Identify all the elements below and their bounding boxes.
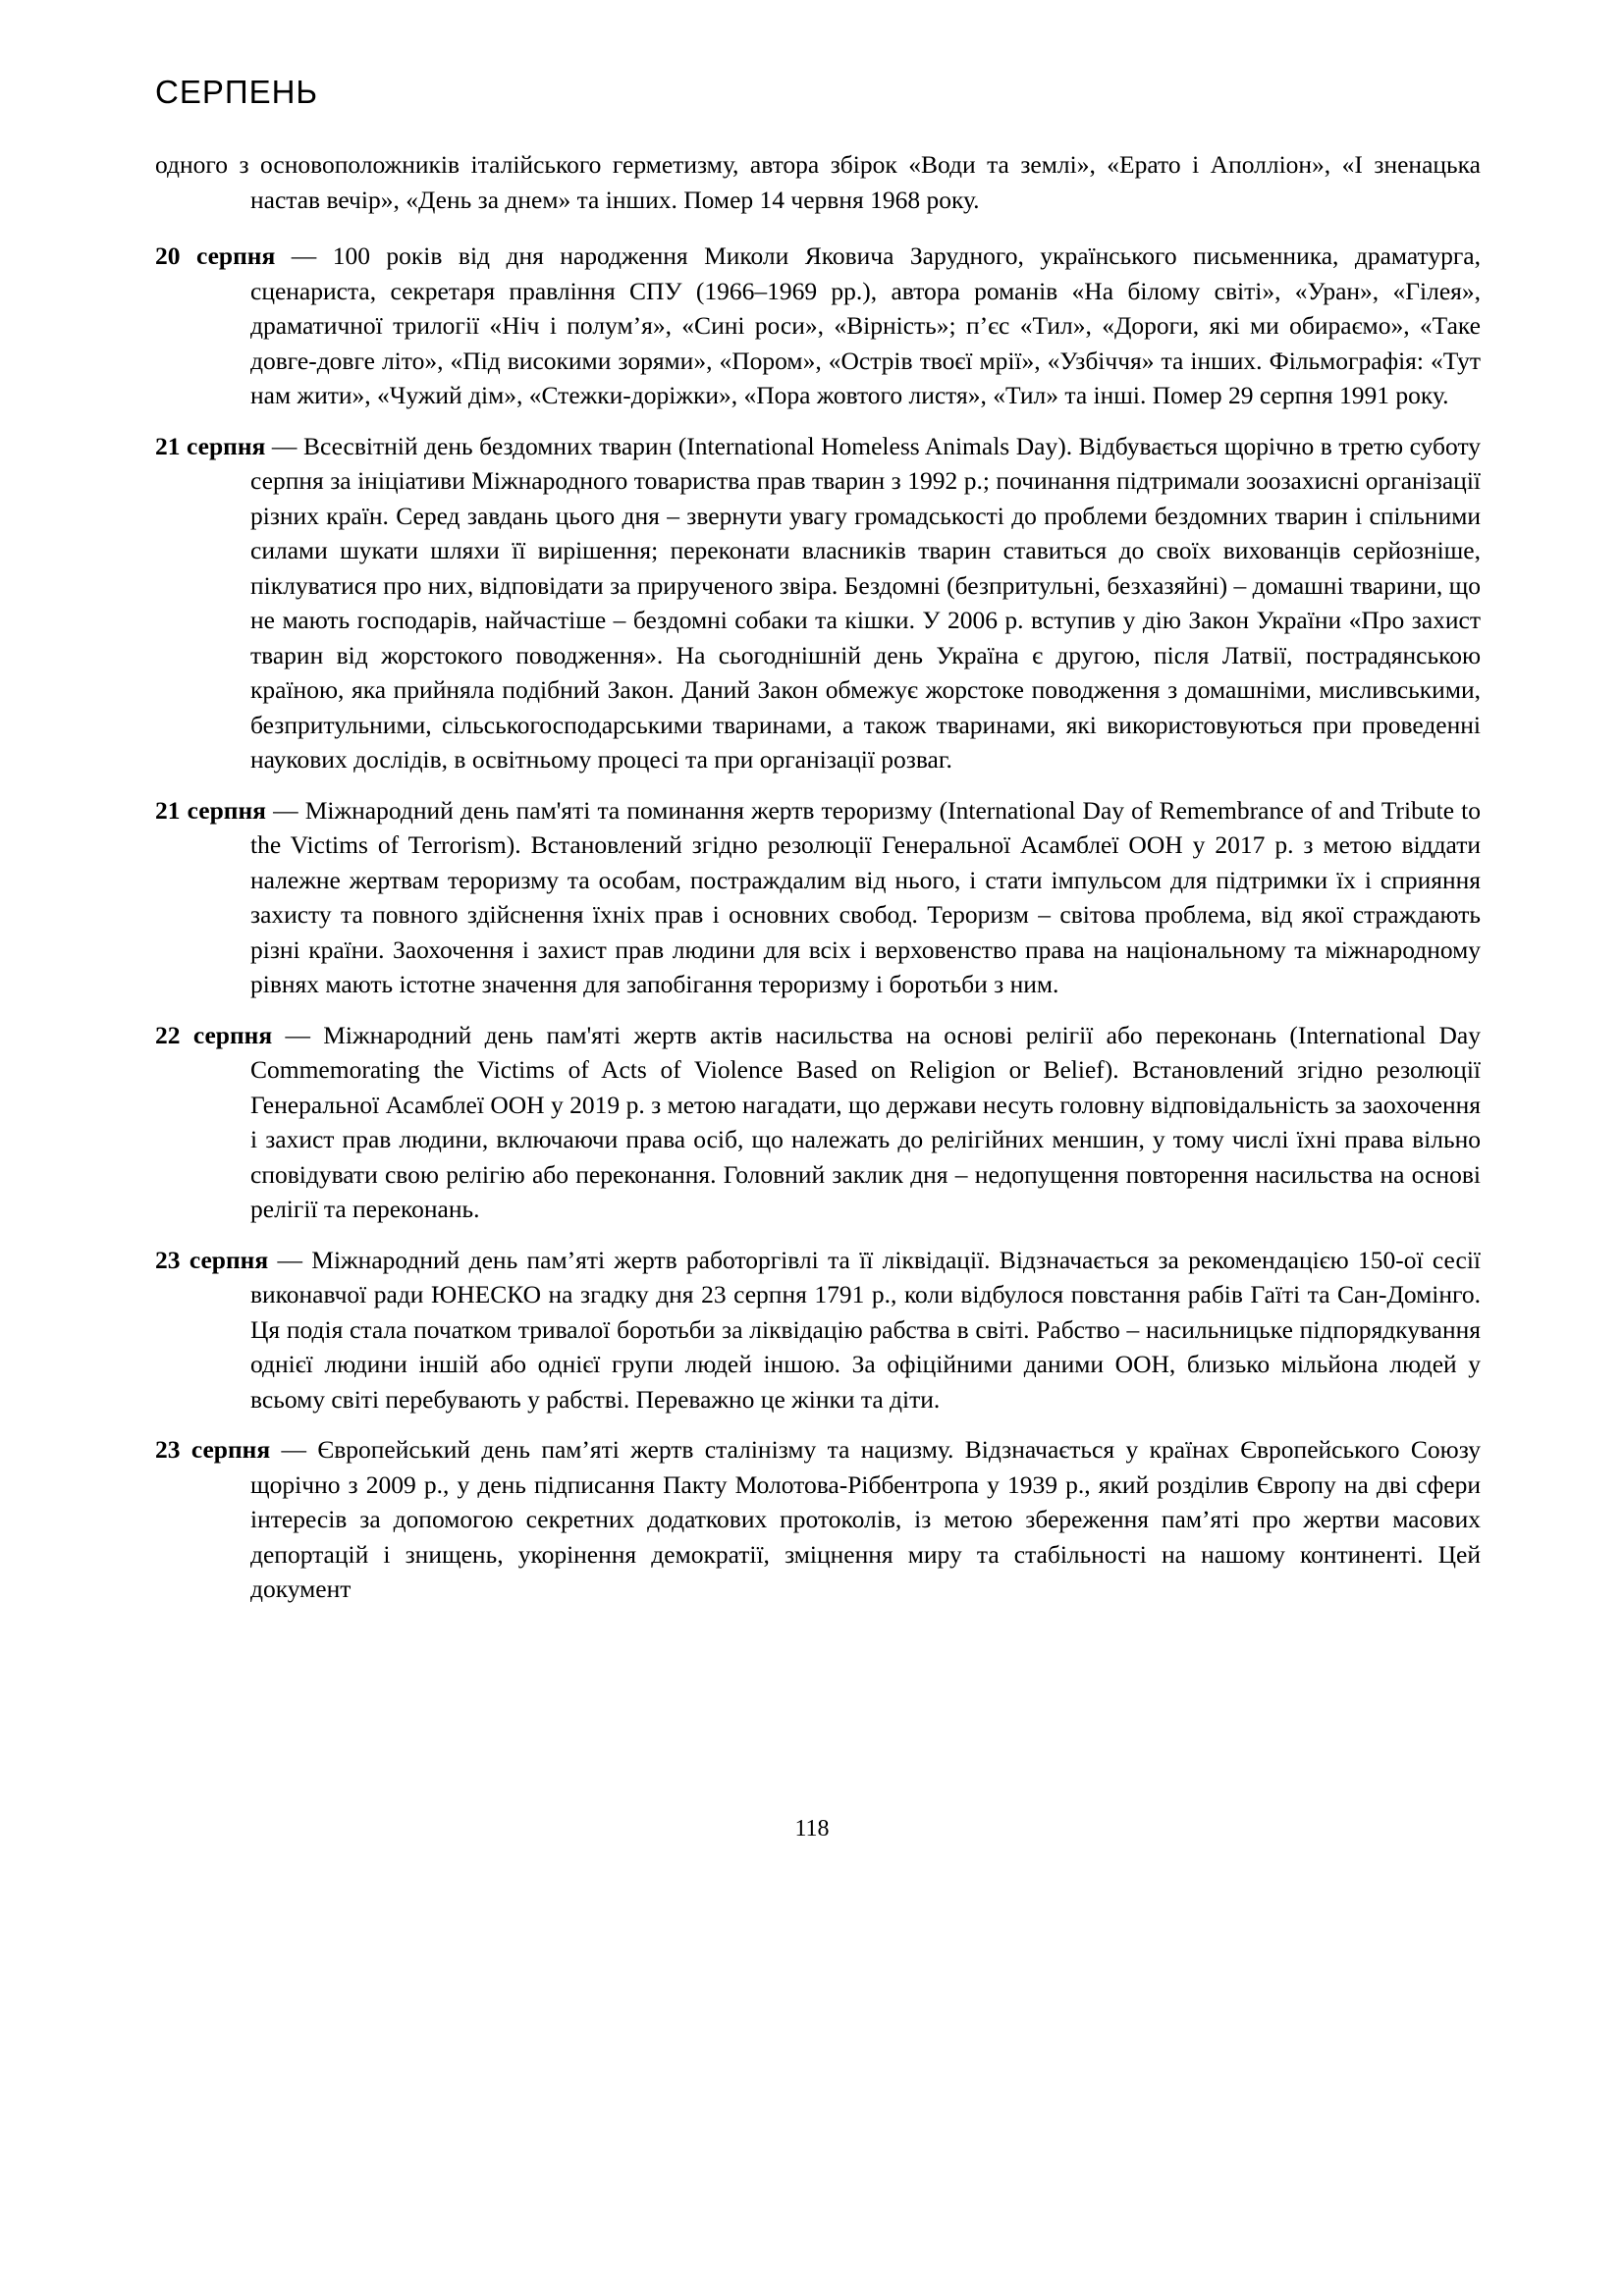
entry-text: — Міжнародний день пам'яті та поминання жертв тероризму (International Day of Remembrance of and Tribute to the Victims of Terrorism). Встановлений згідно резолюції Генеральної Асамблеї ООН у 2017 р. з метою віддати належне жертвам тероризму та особам, постраждалим від нього, і стати імпульсом для підтримки їх і сприяння захисту та повного здійснення їхніх прав і основних свобод. Тероризм – світова проблема, від якої страждають різні країни. Заохочення і захист прав людини для всіх і верховенство права на національному та міжнародному рівнях мають істотне значення для запобігання тероризму і боротьби з ним. [250,795,1482,998]
entry-date: 20 серпня [155,241,276,270]
continuation-paragraph [155,147,1481,217]
calendar-entry [155,1018,1481,1227]
page-content [155,147,1481,1623]
running-header: СЕРПЕНЬ [155,74,319,110]
calendar-entry [155,239,1481,413]
entry-date: 23 серпня [155,1245,269,1274]
page-number: 118 [794,1816,830,1842]
continuation-text: одного з основоположників італійського герметизму, автора збірок «Води та землі», «Ерато і Аполліон», «І зненацька настав вечір», «День за днем» та інших. Помер 14 червня 1968 року. [155,150,1481,214]
entry-text: — Міжнародний день пам'яті жертв актів насильства на основі релігії або переконань (International Day Commemorating the Victims of Acts of Violence Based on Religion or Belief). Встановлений згідно резолюції Генеральної Асамблеї ООН у 2019 р. з метою нагадати, що держави несуть головну відповідальність за заохочення і захист прав людини, включаючи права осіб, що належать до релігійних меншин, у тому числі їхні права вільно сповідувати свою релігію або переконання. Головний заклик дня – недопущення повторення насильства на основі релігії та переконань. [250,1020,1481,1223]
entry-date: 22 серпня [155,1020,273,1049]
calendar-entry [155,1243,1481,1417]
calendar-entry [155,429,1481,777]
entry-date: 23 серпня [155,1435,271,1464]
entry-text: — 100 років від дня народження Миколи Яковича Зарудного, українського письменника, драматурга, сценариста, секретаря правління СПУ (1966–1969 рр.), автора романів «На білому світі», «Уран», «Гілея», драматичної трилогії «Ніч і полум’я», «Сині роси», «Вірність»; п’єс «Тил», «Дороги, які ми обираємо», «Таке довге-довге літо», «Під високими зорями», «Пором», «Острів твоєї мрії», «Узбіччя» та інших. Фільмографія: «Тут нам жити», «Чужий дім», «Стежки-доріжки», «Пора жовтого листя», «Тил» та інші. Помер 29 серпня 1991 року. [250,241,1481,409]
entry-date: 21 серпня [155,795,266,825]
entry-text: — Міжнародний день пам’яті жертв работоргівлі та її ліквідації. Відзначається за рекомендацією 150-ої сесії виконавчої ради ЮНЕСКО на згадку дня 23 серпня 1791 р., коли відбулося повстання рабів Гаїті та Сан-Домінго. Ця подія стала початком тривалої боротьби за ліквідацію рабства в світі. Рабство – насильницьке підпорядкування однієї людини іншій або однієї групи людей іншою. За офіційними даними ООН, близько мільйона людей у всьому світі перебувають у рабстві. Переважно це жінки та діти. [250,1245,1481,1414]
entry-text: — Всесвітній день бездомних тварин (International Homeless Animals Day). Відбувається щорічно в третю суботу серпня за ініціативи Міжнародного товариства прав тварин з 1992 р.; починання підтримали зоозахисні організації різних країн. Серед завдань цього дня – звернути увагу громадськості до проблеми бездомних тварин і спільними силами шукати шляхи її вирішення; переконати власників тварин ставиться до своїх вихованців серйозніше, піклуватися про них, відповідати за прирученого звіра. Бездомні (безпритульні, безхазяйні) – домашні тварини, що не мають господарів, найчастіше – бездомні собаки та кішки. У 2006 р. вступив у дію Закон України «Про захист тварин від жорстокого поводження». На сьогоднішній день Україна є другою, після Латвії, пострадянською країною, яка прийняла подібний Закон. Даний Закон обмежує жорстоке поводження з домашніми, мисливськими, безпритульними, сільськогосподарськими тваринами, а також тваринами, які використовуються при проведенні наукових дослідів, в освітньому процесі та при організації розваг. [250,431,1481,774]
calendar-entry [155,793,1481,1002]
calendar-entry [155,1432,1481,1607]
entry-text: — Європейський день пам’яті жертв сталінізму та нацизму. Відзначається у країнах Європейського Союзу щорічно з 2009 р., у день підписання Пакту Молотова-Ріббентропа у 1939 р., який розділив Європу на дві сфери інтересів за допомогою секретних додаткових протоколів, із метою збереження пам’яті про жертви масових депортацій і знищень, укорінення демократії, зміцнення миру та стабільності на нашому континенті. Цей документ [250,1435,1481,1603]
entry-date: 21 серпня [155,431,266,460]
